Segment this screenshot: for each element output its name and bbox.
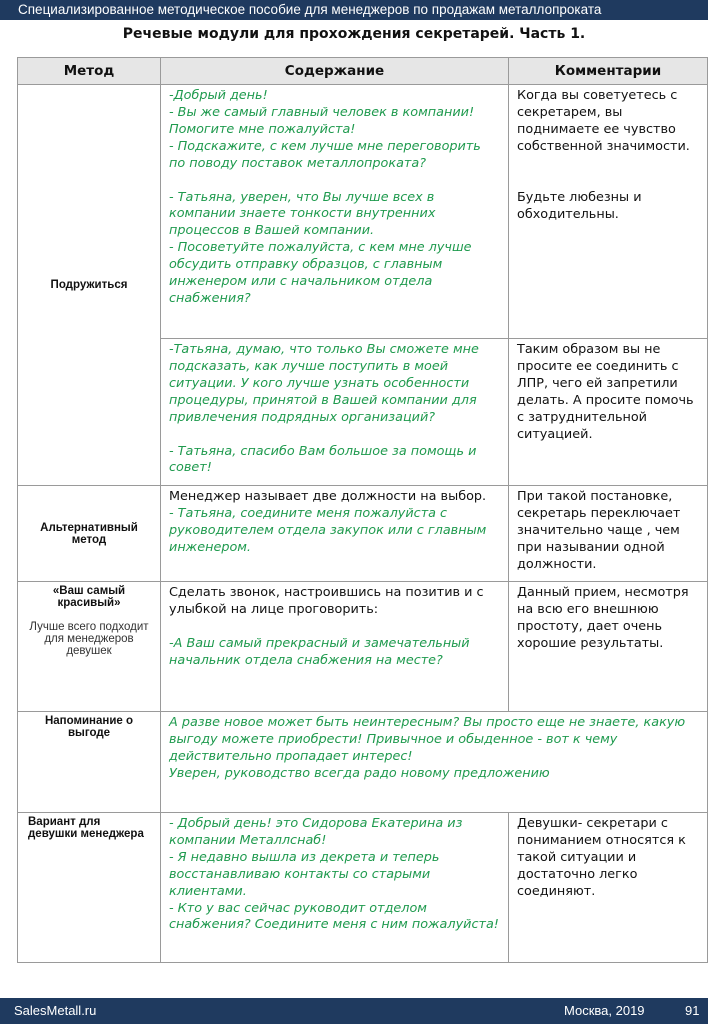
method-label: Подружиться [50, 279, 128, 291]
method-cell [18, 486, 161, 582]
comment-text: Девушки- секретари с пониманием относятся к такой ситуации и достаточно легко соединяют. [517, 816, 686, 899]
content-cell [161, 582, 509, 712]
content-line: - Вы же самый главный человек в компании! Помогите мне пожалуйста! [169, 104, 475, 137]
method-note: Лучше всего подходит для менеджеров девушек [29, 621, 149, 657]
content-line: - Татьяна, уверен, что Вы лучше всех в компании знаете тонкости внутренних процессов в Вашей компании. [169, 189, 436, 239]
column-header-content: Содержание [161, 58, 509, 85]
content-cell [161, 712, 708, 813]
method-cell [18, 712, 161, 813]
method-label: Напоминание о выгоде [44, 715, 134, 739]
content-cell [161, 486, 509, 582]
comment-cell [509, 582, 708, 712]
content-line: действительно пропадает интерес! [169, 748, 413, 764]
footer-site: SalesMetall.ru [14, 1003, 97, 1018]
methods-table [17, 57, 708, 963]
table-row [18, 712, 708, 813]
column-header-method: Метод [18, 58, 161, 85]
header-banner: Специализированное методическое пособие для менеджеров по продажам металлопроката [0, 0, 708, 20]
method-label: Вариант для девушки менеджера [28, 816, 144, 840]
comment-text: Таким образом вы не просите ее соединить с ЛПР, чего ей запретили делать. А просите помочь с затруднительной ситуацией. [517, 342, 694, 442]
comment-cell [509, 339, 708, 486]
comment-text: Будьте любезны и обходительны. [517, 189, 642, 222]
content-line: Уверен, руководство всегда радо новому предложению [169, 765, 550, 781]
content-line: -Добрый день! [169, 88, 268, 103]
content-line: - Посоветуйте пожалуйста, с кем мне лучше обсудить отправку образцов, с главным инженером или с начальником отдела снабжения? [169, 240, 472, 306]
content-line: - Добрый день! это Сидорова Екатерина из компании Металлснаб! [169, 816, 463, 848]
content-line: - Я недавно вышла из декрета и теперь восстанавливаю контакты со старыми клиентами. [169, 849, 440, 899]
method-cell [18, 813, 161, 963]
content-line: - Татьяна, соедините меня пожалуйста с руководителем отдела закупок или с главным инженером. [169, 505, 487, 555]
comment-cell [509, 813, 708, 963]
content-line: А разве новое может быть неинтересным? Вы просто еще не знаете, какую выгоду можете приобрести! Привычное и обыденное - вот к чему [169, 715, 686, 747]
page-number: 91 [685, 1003, 700, 1018]
content-line: - Подскажите, с кем лучше мне переговорить по поводу поставок металлопроката? [169, 138, 481, 171]
table-row [18, 486, 708, 582]
table-row [18, 582, 708, 712]
table-header-row [18, 58, 708, 85]
content-line: Сделать звонок, настроившись на позитив и с улыбкой на лице проговорить: [169, 585, 484, 617]
comment-cell [509, 85, 708, 339]
method-cell [18, 85, 161, 486]
content-line: - Татьяна, спасибо Вам большое за помощь и совет! [169, 443, 477, 476]
content-cell [161, 339, 509, 486]
comment-text: При такой постановке, секретарь переключает значительно чаще , чем при назывании одной должности. [517, 489, 681, 572]
table-row [18, 85, 708, 339]
method-cell [18, 582, 161, 712]
comment-text: Данный прием, несмотря на всю его внешнюю простоту, дает очень хорошие результаты. [517, 585, 689, 651]
content-line: - Кто у вас сейчас руководит отделом снабжения? Соедините меня с ним пожалуйста! [169, 900, 499, 933]
content-line: Менеджер называет две должности на выбор. [169, 489, 487, 504]
comment-text: Когда вы советуетесь с секретарем, вы поднимаете ее чувство собственной значимости. [517, 88, 690, 154]
method-label: «Ваш самый красивый» [52, 585, 126, 609]
table-row [18, 813, 708, 963]
comment-cell [509, 486, 708, 582]
footer-bar [0, 998, 708, 1024]
content-line: -А Ваш самый прекрасный и замечательный начальник отдела снабжения на месте? [169, 635, 470, 668]
content-cell [161, 85, 509, 339]
method-label: Альтернативный метод [40, 521, 138, 546]
content-cell [161, 813, 509, 963]
column-header-comments: Комментарии [509, 58, 708, 85]
footer-location: Москва, 2019 [564, 1003, 645, 1018]
content-line: -Татьяна, думаю, что только Вы сможете мне подсказать, как лучше поступить в моей ситуации. У кого лучше узнать особенности процедуры, принятой в Вашей компании для привлечения подрядных организаций? [169, 342, 479, 425]
page-title: Речевые модули для прохождения секретарей. Часть 1. [122, 26, 586, 42]
